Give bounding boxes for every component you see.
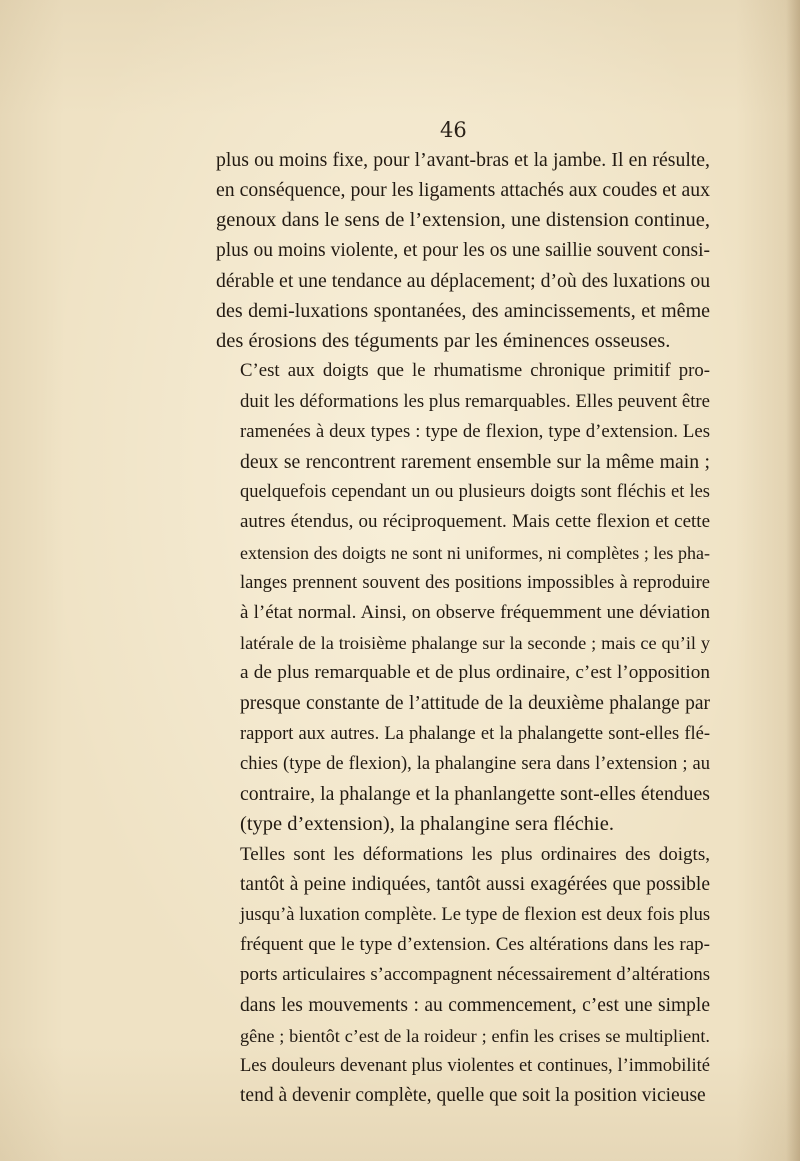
text-line: chies (type de flexion), la phalangine sera dans l’extension ; au <box>240 754 710 775</box>
page-edge-shadow <box>786 0 800 1161</box>
text-line: deux se rencontrent rarement ensemble sur la même main ; <box>240 451 710 474</box>
text-line: gêne ; bientôt c’est de la roideur ; enfin les crises se multiplient. <box>240 1025 710 1046</box>
text-line: fréquent que le type d’extension. Ces altérations dans les rap- <box>240 934 710 956</box>
text-line: genoux dans le sens de l’extension, une distension continue, <box>216 209 710 232</box>
text-line: ports articulaires s’accompagnent nécessairement d’altérations <box>240 964 710 986</box>
text-line: ramenées à deux types : type de flexion, type d’extension. Les <box>240 420 710 442</box>
paragraph <box>216 840 710 1112</box>
text-line: latérale de la troisième phalange sur la seconde ; mais ce qu’il y <box>240 633 710 654</box>
text-line: à l’état normal. Ainsi, on observe fréquemment une déviation <box>240 602 710 624</box>
text-line: duit les déformations les plus remarquables. Elles peuvent être <box>240 390 710 412</box>
text-line: Telles sont les déformations les plus ordinaires des doigts, <box>240 843 710 865</box>
paragraph <box>216 145 710 356</box>
text-line: a de plus remarquable et de plus ordinaire, c’est l’opposition <box>240 662 710 684</box>
text-line: langes prennent souvent des positions impossibles à reproduire <box>240 572 710 593</box>
paragraph <box>216 356 710 839</box>
text-line: C’est aux doigts que le rhumatisme chronique primitif pro- <box>240 360 710 382</box>
text-line: presque constante de l’attitude de la deuxième phalange par <box>240 692 710 714</box>
text-line: tend à devenir complète, quelle que soit la position vicieuse <box>240 1085 706 1107</box>
text-line: en conséquence, pour les ligaments attachés aux coudes et aux <box>216 179 710 202</box>
text-line: quelquefois cependant un ou plusieurs doigts sont fléchis et les <box>240 482 710 503</box>
page-number: 46 <box>440 118 467 142</box>
text-line: des demi-luxations spontanées, des amincissements, et même <box>216 300 710 323</box>
text-line: extension des doigts ne sont ni uniformes, ni complètes ; les pha- <box>240 542 710 563</box>
text-line: plus ou moins fixe, pour l’avant-bras et la jambe. Il en résulte, <box>216 149 710 171</box>
text-line: autres étendus, ou réciproquement. Mais cette flexion et cette <box>240 511 710 533</box>
text-line: dérable et une tendance au déplacement; d’où des luxations ou <box>216 269 711 292</box>
text-line: plus ou moins violente, et pour les os une saillie souvent consi- <box>216 239 710 261</box>
text-line: jusqu’à luxation complète. Le type de flexion est deux fois plus <box>240 905 711 926</box>
text-line: contraire, la phalange et la phanlangette sont-elles étendues <box>240 783 710 806</box>
text-line: (type d’extension), la phalangine sera fléchie. <box>240 813 614 836</box>
text-line: dans les mouvements : au commencement, c’est une simple <box>240 994 710 1016</box>
body-text <box>216 145 710 1112</box>
text-line: tantôt à peine indiquées, tantôt aussi exagérées que possible <box>240 873 710 895</box>
text-line: Les douleurs devenant plus violentes et continues, l’immobilité <box>240 1056 710 1077</box>
text-line: des érosions des téguments par les éminences osseuses. <box>216 330 671 353</box>
text-line: rapport aux autres. La phalange et la phalangette sont-elles flé- <box>240 723 710 744</box>
